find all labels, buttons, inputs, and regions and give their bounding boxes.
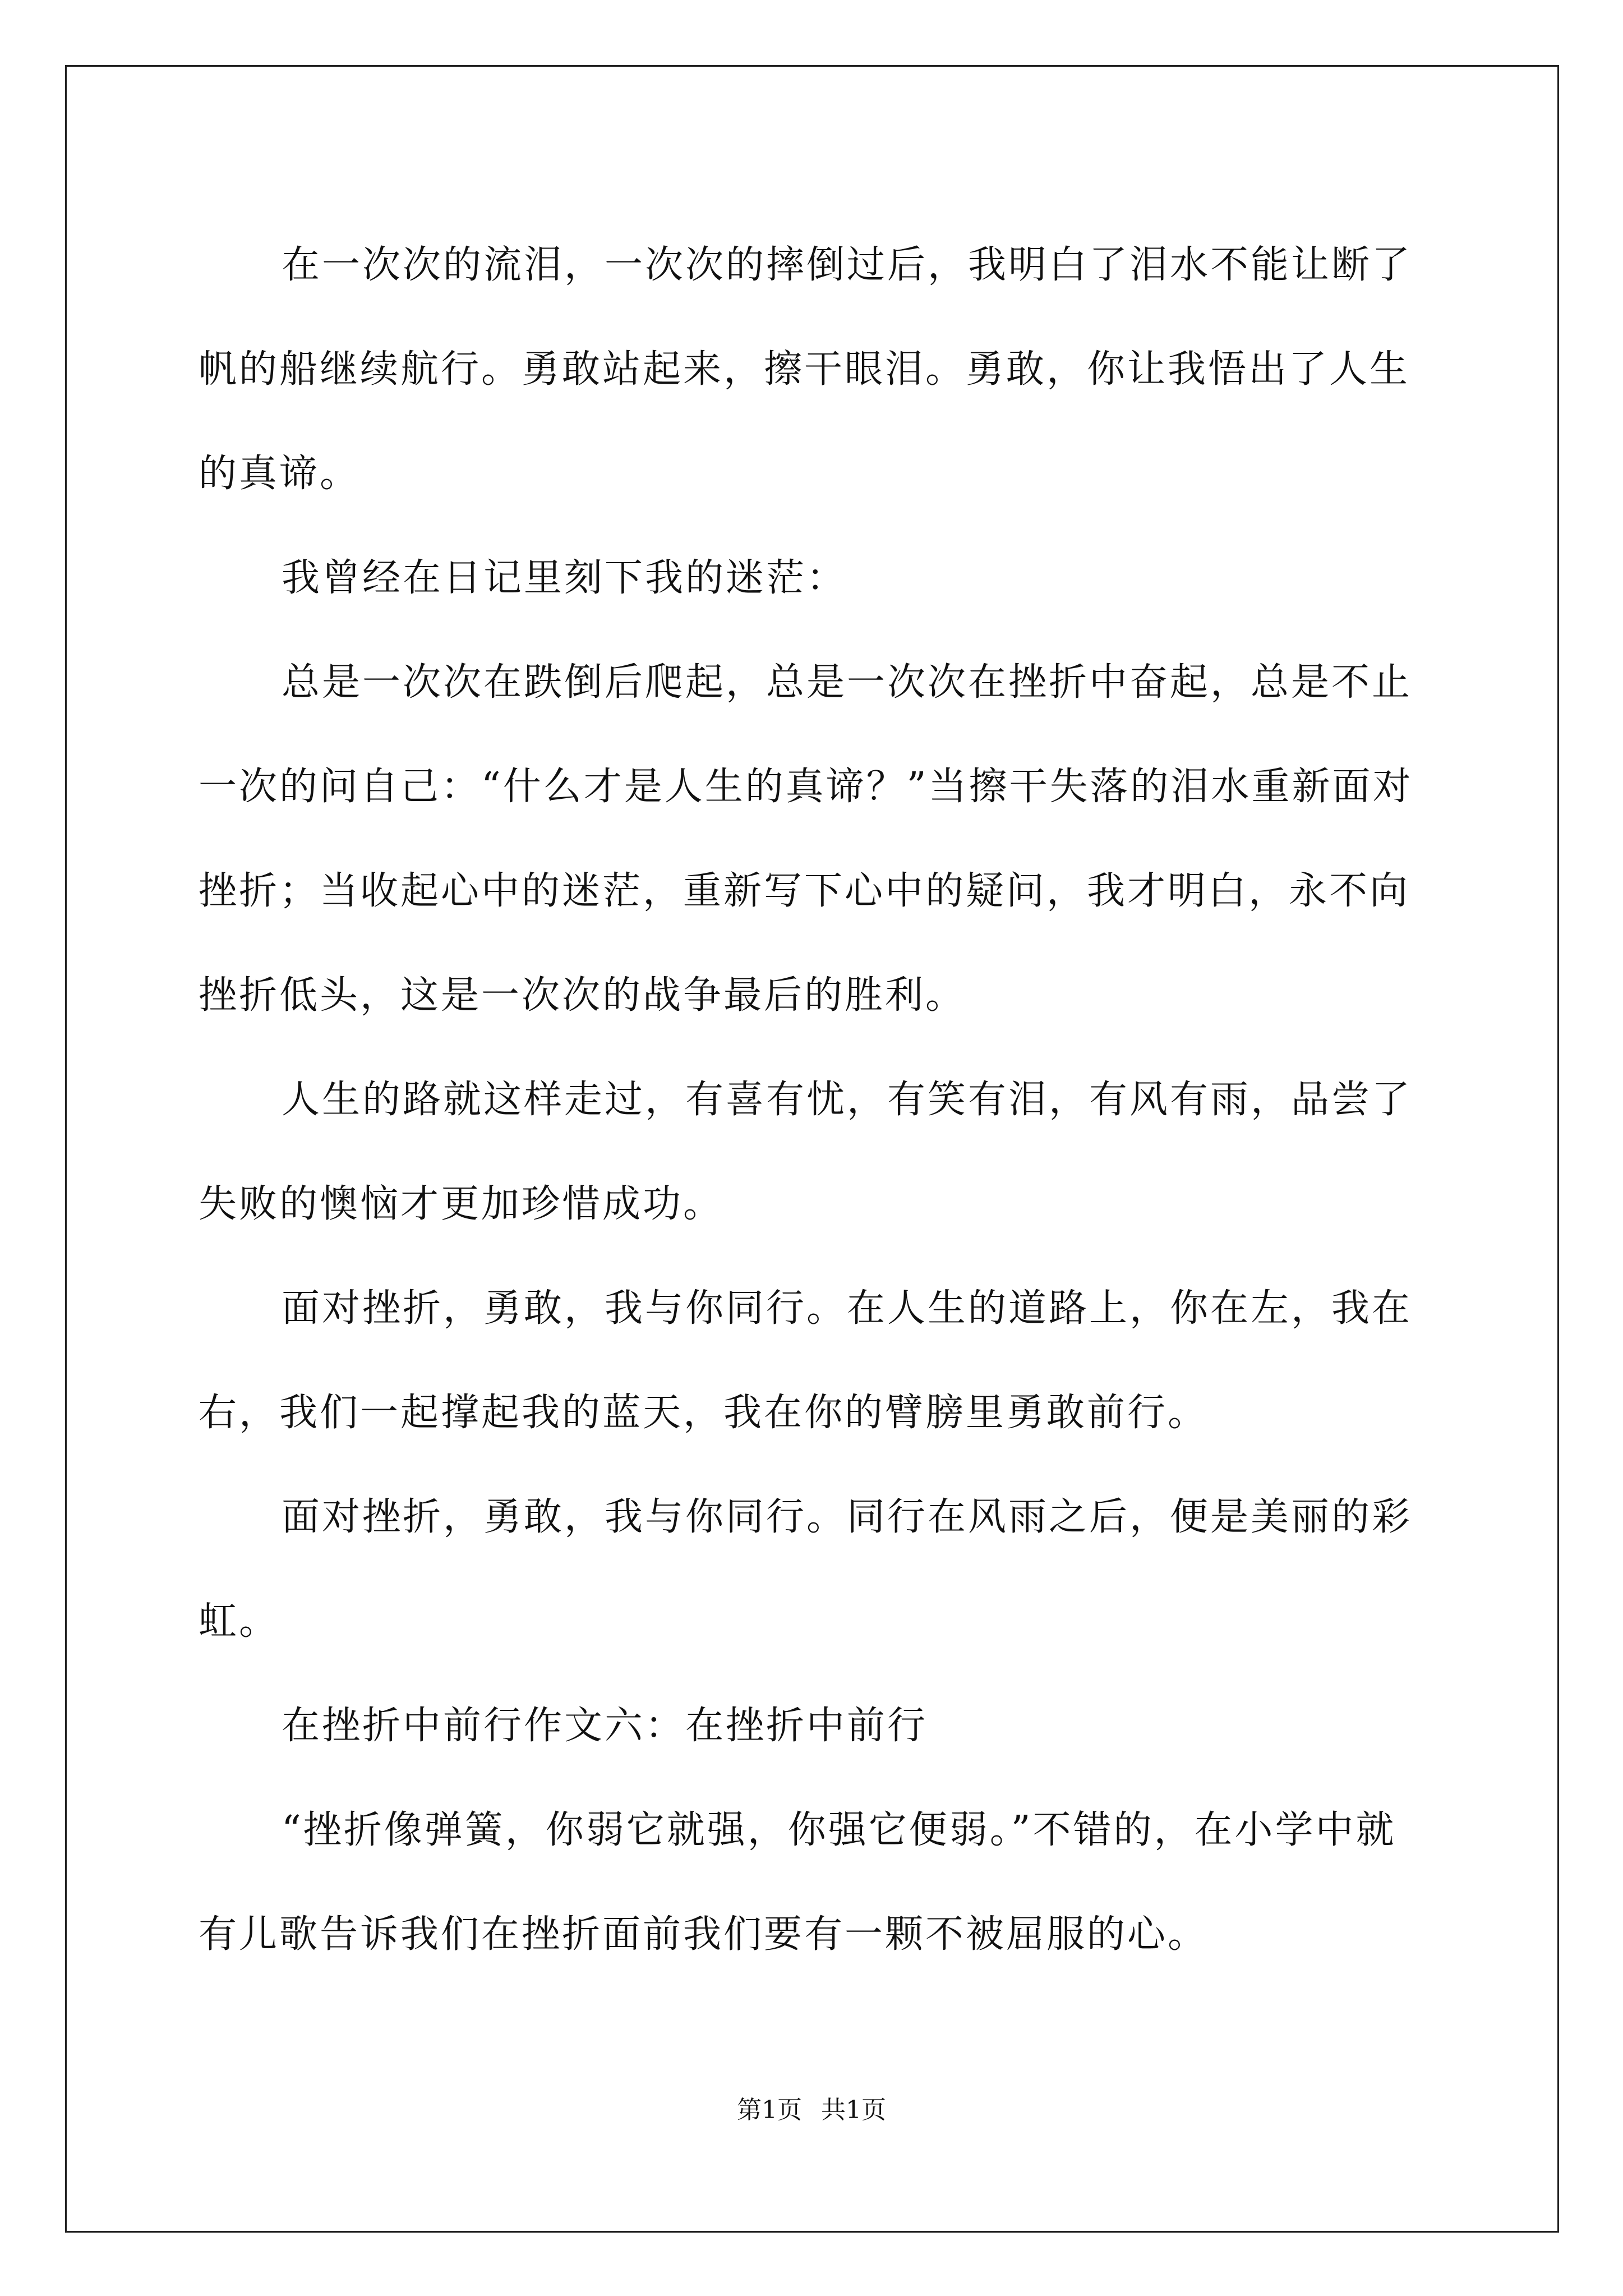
page-footer — [0, 2093, 1623, 2127]
paragraph-6: 面对挫折，勇敢，我与你同行。同行在风雨之后，便是美丽的彩虹。 — [199, 1495, 1413, 1644]
document-body — [199, 213, 1432, 1987]
paragraph-2: 我曾经在日记里刻下我的迷茫： — [282, 556, 847, 600]
page-number: 第1页 — [737, 2096, 802, 2124]
page-count: 共1页 — [821, 2096, 886, 2124]
paragraph-7: “挫折像弹簧，你弱它就强，你强它便弱。”不错的，在小学中就有儿歌告诉我们在挫折面前我们要有一颗不被屈服的心。 — [199, 1808, 1396, 1957]
paragraph-3: 总是一次次在跌倒后爬起，总是一次次在挫折中奋起，总是不止一次的问自己：“什么才是人生的真谛？”当擦干失落的泪水重新面对挫折；当收起心中的迷茫，重新写下心中的疑问，我才明白，永不向挫折低头，这是一次次的战争最后的胜利。 — [199, 660, 1413, 1018]
paragraph-4: 人生的路就这样走过，有喜有忧，有笑有泪，有风有雨，品尝了失败的懊恼才更加珍惜成功。 — [199, 1078, 1413, 1226]
section-heading: 在挫折中前行作文六：在挫折中前行 — [282, 1704, 928, 1748]
paragraph-5: 面对挫折，勇敢，我与你同行。在人生的道路上，你在左，我在右，我们一起撑起我的蓝天，我在你的臂膀里勇敢前行。 — [199, 1286, 1413, 1435]
paragraph-1: 在一次次的流泪，一次次的摔倒过后，我明白了泪水不能让断了帆的船继续航行。勇敢站起来，擦干眼泪。勇敢，你让我悟出了人生的真谛。 — [199, 243, 1413, 496]
